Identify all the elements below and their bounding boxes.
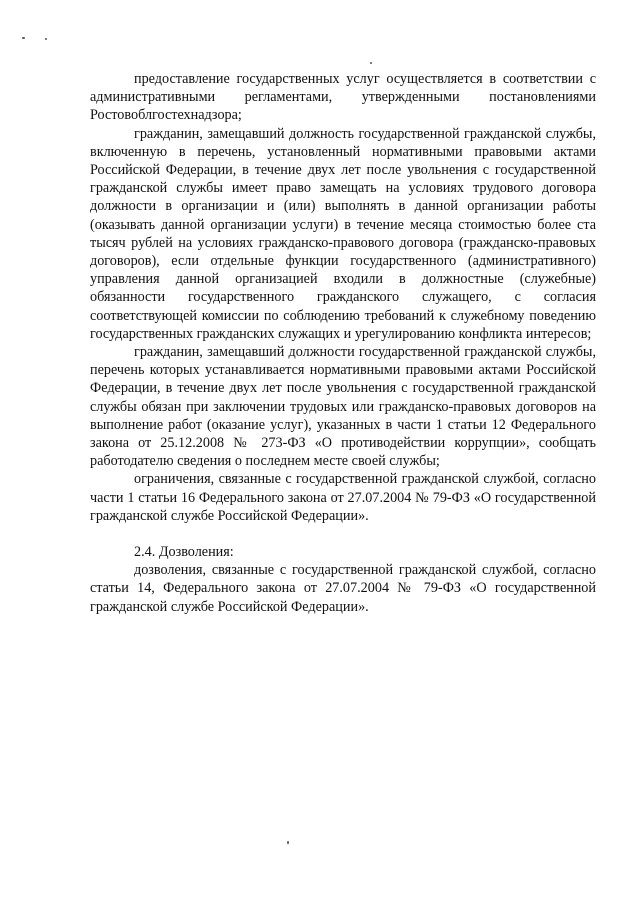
paragraph-services: предоставление государственных услуг осуществляется в соответствии с административными регламентами, утвержденными постановлениями Ростовоблгостехнадзора; bbox=[90, 71, 596, 124]
paragraph-restrictions: ограничения, связанные с государственной гражданской службой, согласно части 1 статьи 16 Федерального закона от 27.07.2004 № 79-ФЗ «О государственной гражданской службе Российской Федерации». bbox=[90, 471, 596, 524]
scan-speck bbox=[45, 38, 47, 40]
scan-speck bbox=[287, 841, 289, 844]
document-body bbox=[90, 70, 596, 616]
scan-speck bbox=[22, 37, 25, 39]
section-heading-permissions: 2.4. Дозволения: bbox=[134, 544, 234, 561]
paragraph-former-employee-duty: гражданин, замещавший должности государственной гражданской службы, перечень которых устанавливается нормативными правовыми актами Российской Федерации, в течение двух лет после увольнения с государственной гражданской службы обязан при заключении трудовых или гражданско-правовых договоров на выполнение работ (оказание услуг), указанных в части 1 статьи 12 Федерального закона от 25.12.2008 № 273-ФЗ «О противодействии коррупции», сообщать работодателю сведения о последнем месте своей службы; bbox=[90, 344, 596, 470]
paragraph-former-employee-right: гражданин, замещавший должность государственной гражданской службы, включенную в перечень, установленный нормативными правовыми актами Российской Федерации, в течение двух лет после увольнения с государственной гражданской службы имеет право замещать на условиях трудового договора должности в организации и (или) выполнять в данной организации работы (оказывать данной организации услуги) в течение месяца стоимостью более ста тысяч рублей на условиях гражданско-правового договора (гражданско-правовых договоров), если отдельные функции государственного (административного) управления данной организацией входили в должностные (служебные) обязанности государственного гражданского служащего, с согласия соответствующей комиссии по соблюдению требований к служебному поведению государственных гражданских служащих и урегулированию конфликта интересов; bbox=[90, 125, 596, 342]
paragraph-permissions: дозволения, связанные с государственной гражданской службой, согласно статьи 14, Федерального закона от 27.07.2004 № 79-ФЗ «О государственной гражданской службе Российской Федерации». bbox=[90, 562, 596, 615]
scan-speck bbox=[370, 62, 372, 64]
